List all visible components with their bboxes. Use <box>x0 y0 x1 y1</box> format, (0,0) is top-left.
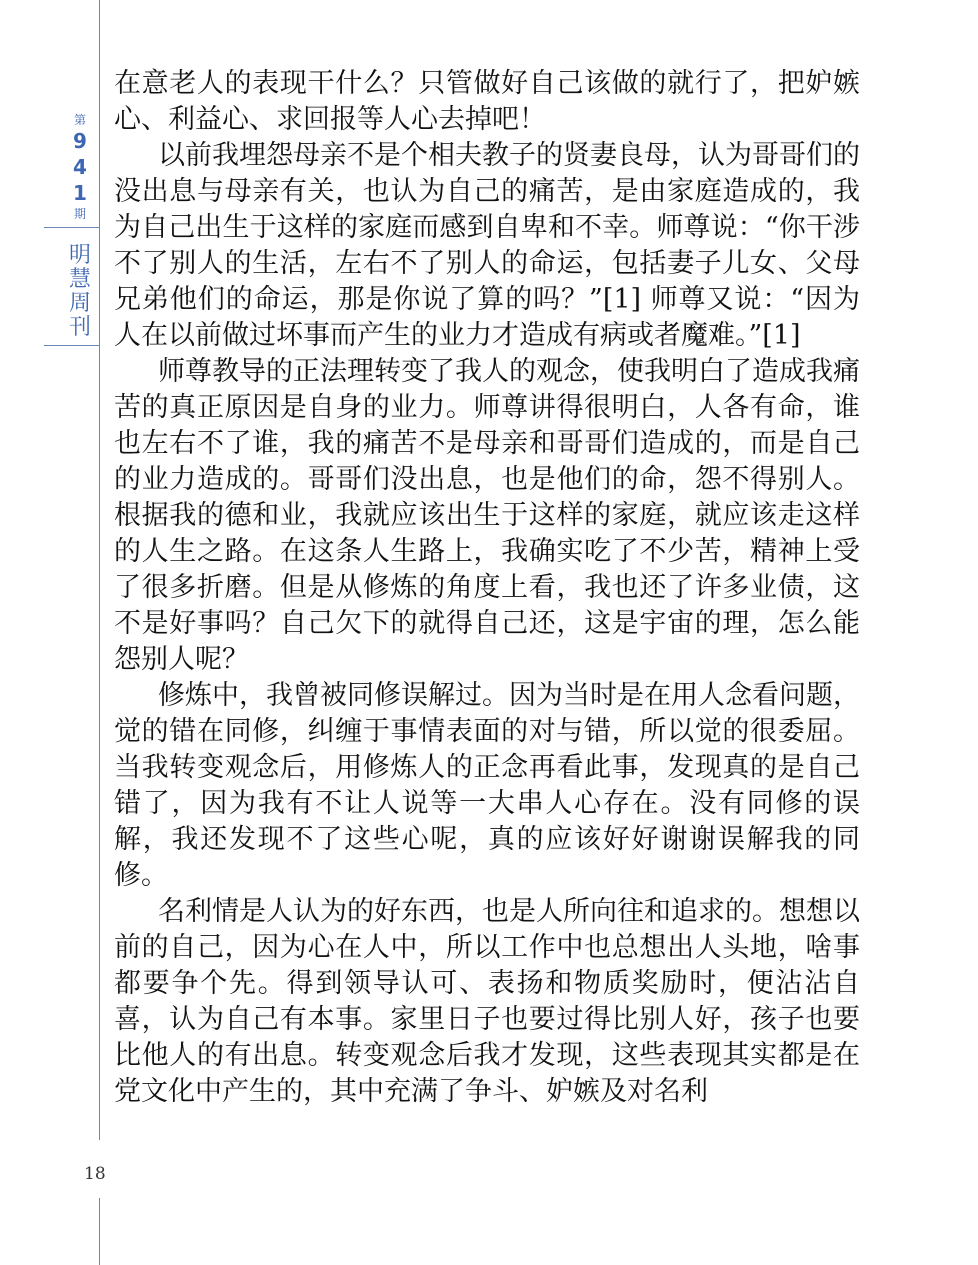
sidebar-divider-bottom <box>44 345 100 346</box>
magazine-name: 明慧周刊 <box>68 243 91 340</box>
page-number: 18 <box>84 1164 106 1184</box>
issue-digit: 1 <box>73 181 87 205</box>
issue-prefix: 第 <box>73 113 86 127</box>
margin-rule-bottom <box>99 1198 100 1265</box>
paragraph: 修炼中，我曾被同修误解过。因为当时是在用人念看问题，觉的错在同修，纠缠于事情表面的对与错，所以觉的很委屈。当我转变观念后，用修炼人的正念再看此事，发现真的是自己错了，因为我有不让人说等一大串人心存在。没有同修的误解，我还发现不了这些心呢，真的应该好好谢谢误解我的同修。 <box>114 680 860 891</box>
sidebar-divider-top <box>44 227 100 228</box>
issue-digit: 4 <box>73 155 87 179</box>
paragraph: 以前我埋怨母亲不是个相夫教子的贤妻良母，认为哥哥们的没出息与母亲有关，也认为自己的痛苦，是由家庭造成的，我为自己出生于这样的家庭而感到自卑和不幸。师尊说：“你干涉不了别人的生活，左右不了别人的命运，包括妻子儿女、父母兄弟他们的命运，那是你说了算的吗？”[1] 师尊又说：“因为人在以前做过坏事而产生的业力才造成有病或者魔难。”[1] <box>114 140 860 351</box>
article-body <box>114 66 860 1110</box>
paragraph: 师尊教导的正法理转变了我人的观念，使我明白了造成我痛苦的真正原因是自身的业力。师尊讲得很明白，人各有命，谁也左右不了谁，我的痛苦不是母亲和哥哥们造成的，而是自己的业力造成的。哥哥们没出息，也是他们的命，怨不得别人。根据我的德和业，我就应该出生于这样的家庭，就应该走这样的人生之路。在这条人生路上，我确实吃了不少苦，精神上受了很多折磨。但是从修炼的角度上看，我也还了许多业债，这不是好事吗？自己欠下的就得自己还，这是宇宙的理，怎么能怨别人呢？ <box>114 356 860 675</box>
margin-rule-top <box>99 0 100 1140</box>
issue-suffix: 期 <box>73 207 86 221</box>
issue-digit: 9 <box>73 129 87 153</box>
paragraph: 名利情是人认为的好东西，也是人所向往和追求的。想想以前的自己，因为心在人中，所以工作中也总想出人头地，啥事都要争个先。得到领导认可、表扬和物质奖励时，便沾沾自喜，认为自己有本事。家里日子也要过得比别人好，孩子也要比他人的有出息。转变观念后我才发现，这些表现其实都是在党文化中产生的，其中充满了争斗、妒嫉及对名利 <box>114 896 860 1107</box>
issue-label <box>62 112 98 222</box>
paragraph: 在意老人的表现干什么？只管做好自己该做的就行了，把妒嫉心、利益心、求回报等人心去掉吧！ <box>114 68 860 135</box>
